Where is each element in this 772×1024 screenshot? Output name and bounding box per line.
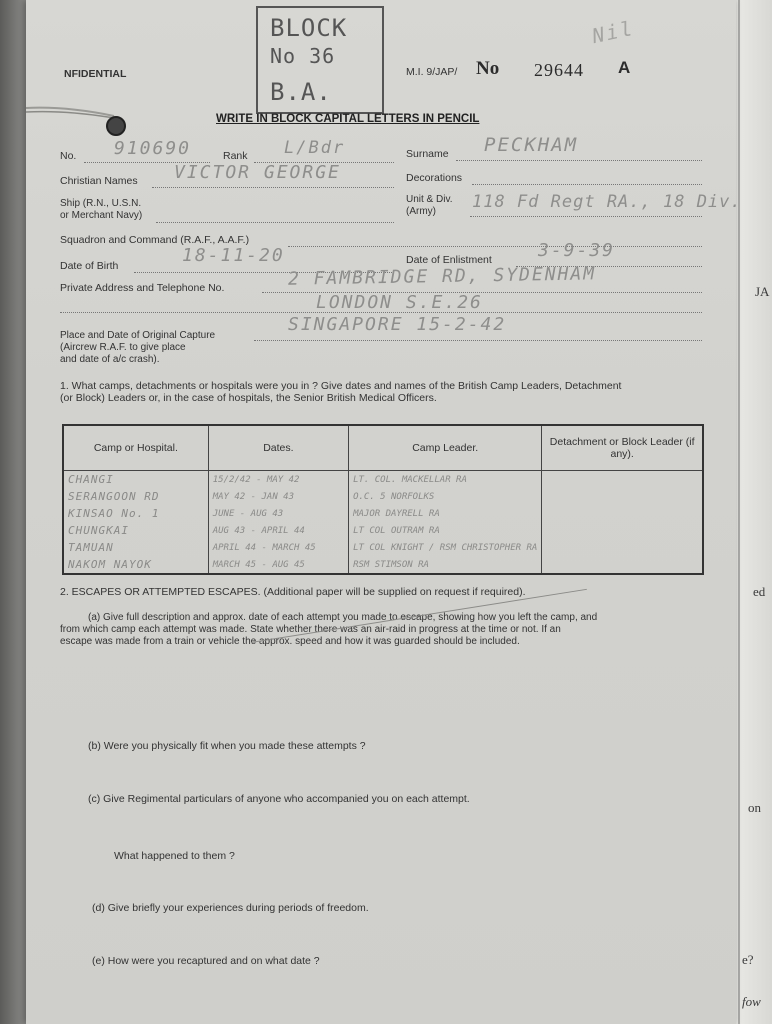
right-paper-divider [738,0,740,1024]
camp-cell: KINSAO No. 1 [68,507,160,520]
dob-label: Date of Birth [60,260,119,272]
capture-label-3: and date of a/c crash). [60,354,160,365]
dates-cell: MAY 42 - JAN 43 [208,488,348,505]
table-row [63,471,703,489]
form-number: 29644 [534,60,584,80]
camp-cell: SERANGOON RD [68,490,160,503]
reference-prefix: M.I. 9/JAP/ [406,66,458,78]
form-suffix: A [618,58,631,77]
detachment-cell [542,556,703,574]
ship-label-2: or Merchant Navy) [60,210,143,221]
enlistment-value: 3-9-39 [538,240,616,261]
stamp-line-2: No 36 [270,44,336,68]
capture-value: SINGAPORE 15-2-42 [288,314,507,335]
unit-value: 118 Fd Regt RA., 18 Div. [472,192,742,212]
detachment-cell [542,522,703,539]
camp-cell: CHANGI [68,473,114,486]
dates-cell: AUG 43 - APRIL 44 [208,522,348,539]
question-2c: (c) Give Regimental particulars of anyone who accompanied you on each attempt. [88,793,470,805]
address-line-2: LONDON S.E.26 [316,292,483,313]
decorations-line [472,184,702,185]
leader-cell: RSM STIMSON RA [349,556,542,574]
question-2e: (e) How were you recaptured and on what date ? [92,955,320,967]
address-line-1: 2 FAMBRIDGE RD, SYDENHAM [287,263,597,290]
dates-cell: 15/2/42 - MAY 42 [208,471,348,489]
question-1-line-2: (or Block) Leaders or, in the case of hospitals, the Senior British Medical Officers. [60,392,437,404]
stamp-line-3: B.A. [270,78,332,106]
capture-label-1: Place and Date of Original Capture [60,330,216,341]
question-2c-followup: What happened to them ? [114,850,235,862]
camps-table [62,424,704,575]
capture-label-2: (Aircrew R.A.F. to give place [60,342,186,353]
ship-line [156,222,394,223]
leader-cell: LT. COL. MACKELLAR RA [349,471,542,489]
header-dates: Dates. [208,425,348,471]
edge-text-3: on [748,800,761,815]
header-camp: Camp or Hospital. [63,425,208,471]
edge-text-4: e? [742,952,754,967]
camp-cell: TAMUAN [68,541,114,554]
question-1-line-1: 1. What camps, detachments or hospitals were you in ? Give dates and names of the British Camp Leaders, Detachment [60,380,622,392]
surname-value: PECKHAM [484,134,579,156]
christian-names-value: VICTOR GEORGE [174,162,341,183]
christian-names-line [152,187,394,188]
camp-cell: CHUNGKAI [68,524,129,537]
instruction-heading: WRITE IN BLOCK CAPITAL LETTERS IN PENCIL [216,113,480,125]
stamp-line-1: BLOCK [270,14,348,42]
address-label: Private Address and Telephone No. [60,282,225,294]
detachment-cell [542,539,703,556]
detachment-cell [542,471,703,489]
capture-line [254,340,702,341]
header-camp-leader: Camp Leader. [349,425,542,471]
edge-text-1: JA [755,284,770,299]
table-row [63,488,703,505]
leader-cell: O.C. 5 NORFOLKS [349,488,542,505]
leader-cell: MAJOR DAYRELL RA [349,505,542,522]
enlistment-label: Date of Enlistment [406,254,492,266]
block-stamp [256,6,384,114]
address-line-2-rule [60,312,702,313]
question-2b: (b) Were you physically fit when you made these attempts ? [88,740,366,752]
camp-cell: NAKOM NAYOK [68,558,152,571]
dates-cell: JUNE - AUG 43 [208,505,348,522]
number-label: No [476,58,500,79]
question-2d: (d) Give briefly your experiences during periods of freedom. [92,902,369,914]
table-row [63,505,703,522]
squadron-label: Squadron and Command (R.A.F., A.A.F.) [60,234,250,246]
leader-cell: LT COL KNIGHT / RSM CHRISTOPHER RA [349,539,542,556]
header-detachment-leader: Detachment or Block Leader (if any). [542,425,703,471]
decorations-label: Decorations [406,172,463,184]
edge-text-2: ed [753,584,766,599]
pencil-note: Nil [589,15,637,49]
dob-value: 18-11-20 [182,245,285,266]
rank-value: L/Bdr [284,138,346,158]
unit-label-2: (Army) [406,206,436,217]
squadron-line [288,246,702,247]
pow-questionnaire-form [26,0,742,1024]
detachment-cell [542,505,703,522]
question-2-heading: 2. ESCAPES OR ATTEMPTED ESCAPES. (Additional paper will be supplied on request if required). [60,586,526,598]
question-2a-line-1: (a) Give full description and approx. date of each attempt you made to escape, showing how you left the camp, and [88,612,598,623]
no-value: 910690 [114,138,192,159]
detachment-cell [542,488,703,505]
punch-hole-eyelet [106,116,126,136]
unit-label-1: Unit & Div. [406,194,453,205]
question-2a-line-2: from which camp each attempt was made. State whether there was an air-raid in progress at the time or not. If an [60,624,561,635]
edge-text-5: fow [742,994,761,1009]
unit-line [470,216,702,217]
ship-label-1: Ship (R.N., U.S.N. [60,198,142,209]
dates-cell: MARCH 45 - AUG 45 [208,556,348,574]
no-label: No. [60,150,77,162]
question-2a-line-3: escape was made from a train or vehicle the approx. speed and how it was guarded should be included. [60,636,520,647]
classification-label: NFIDENTIAL [64,68,127,80]
leader-cell: LT COL OUTRAM RA [349,522,542,539]
binding-string [26,104,146,118]
camps-table-header [63,425,703,471]
surname-label: Surname [406,148,449,160]
table-row [63,539,703,556]
christian-names-label: Christian Names [60,175,138,187]
surname-line [456,160,702,161]
table-row [63,522,703,539]
rank-label: Rank [223,150,248,162]
dates-cell: APRIL 44 - MARCH 45 [208,539,348,556]
table-row [63,556,703,574]
